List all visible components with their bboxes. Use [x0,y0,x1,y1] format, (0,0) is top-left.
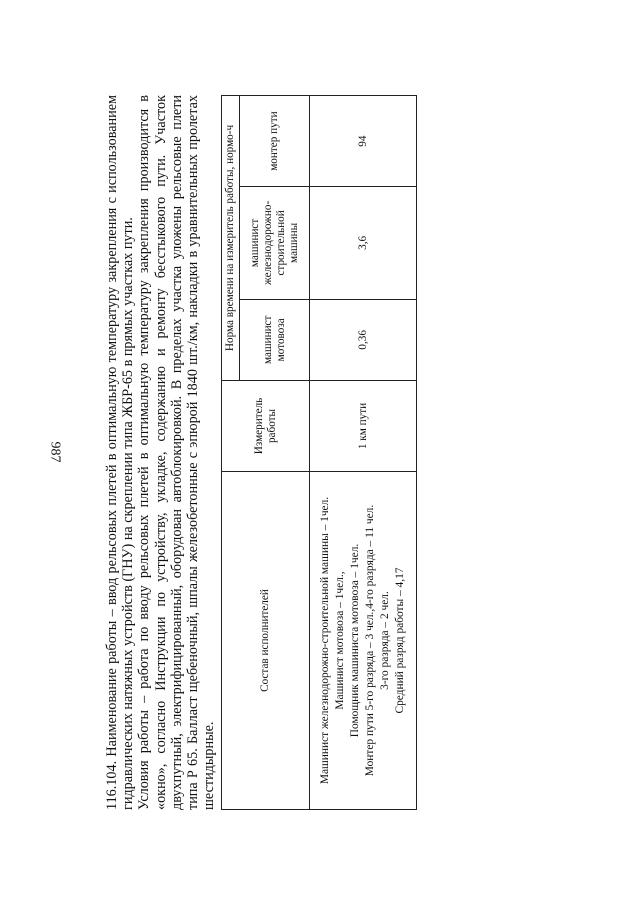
work-conditions: Условия работы – работа по вводу рельсовых плетей в оптимальную температуру закрепления производится в «окно», согласно Инструкции по устройству, укладке, содержанию и ремонту бесстыкового пути. Участок двухпутный, электрифицированный, оборудован автоблокировкой. В пределах участка уложены рельсовые плети типа Р 65. Балласт щебеночный, шпалы железобетонные с эпюрой 1840 шт./км, накладки в уравнительных пролетах шестидырные. [136,95,218,810]
composition-line: Монтер пути 5-го разряда – 3 чел.,4-го разряда – 11 чел. [364,504,377,777]
rotated-content [104,95,424,810]
composition-line: Машинист мотовоза – 1чел., [334,571,347,710]
cell-unit: 1 км пути [310,380,417,471]
composition-line: Машинист железнодорожно-строительной машины – 1чел. [319,496,332,785]
composition-line: Средний разряд работы – 4,17 [394,567,407,714]
work-title: 116.104. Наименование работы – ввод рельсовых плетей в оптимальную температуру закрепления с использованием гидравлических натяжных устройств (ГНУ) на скреплении типа ЖБР-65 в прямых участках пути. [104,95,137,810]
header-composition: Состав исполнителей [222,472,310,810]
cell-composition [310,472,417,810]
norms-table [221,95,417,810]
cell-machinist-motovoz: 0,36 [310,299,417,380]
header-track-fitter: монтер пути [240,96,310,187]
table-header-row [222,96,240,810]
composition-line: 3-го разряда – 2 чел. [379,591,392,690]
header-machinist-motovoz: машинист мотовоза [240,299,310,380]
header-unit: Измеритель работы [222,380,310,471]
cell-machinist-zhds: 3,6 [310,187,417,299]
header-norm: Норма времени на измеритель работы, нормо-ч [222,96,240,381]
cell-track-fitter: 94 [310,96,417,187]
table-row [310,96,417,810]
composition-line: Помощник машиниста мотовоза – 1чел. [349,543,362,738]
page-number: 987 [47,441,63,463]
header-machinist-zhds: машинист железнодорожно-строительной машины [240,187,310,299]
